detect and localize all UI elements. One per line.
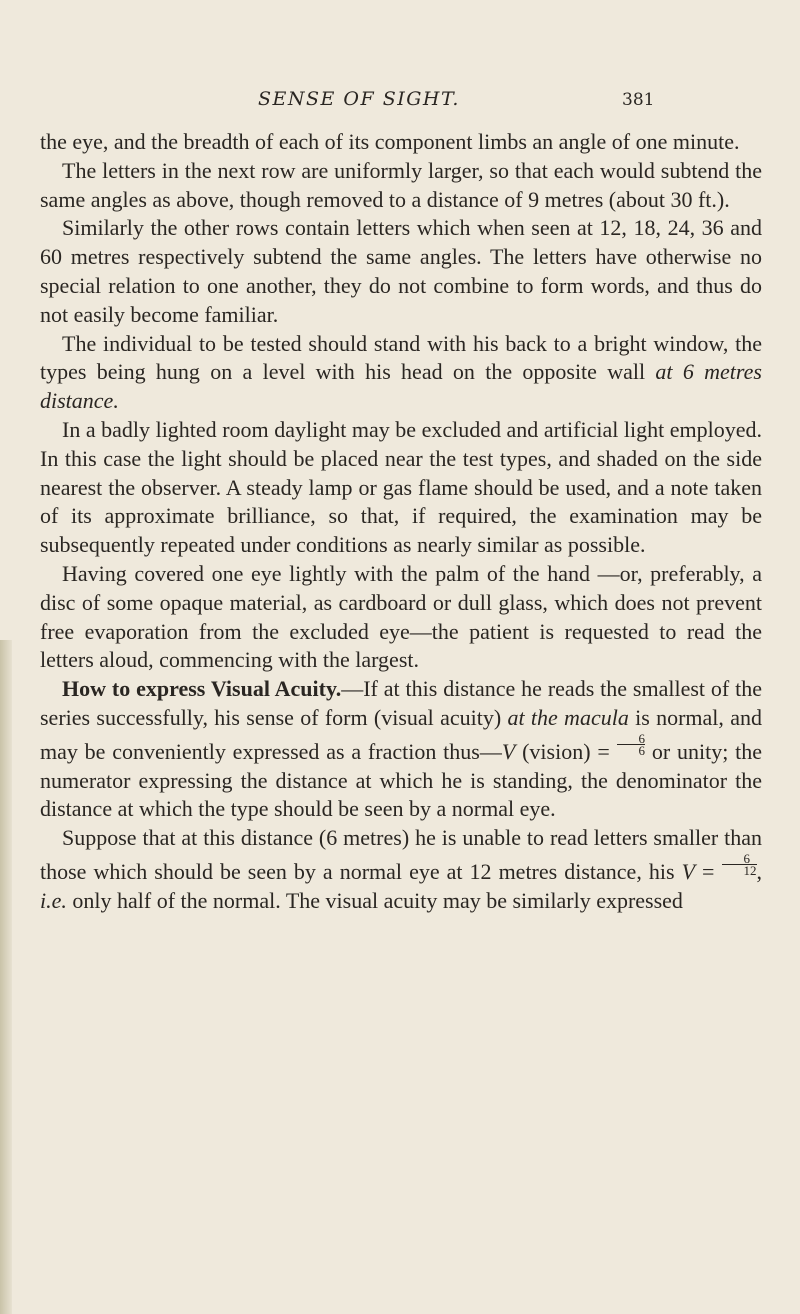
section-heading: How to express Visual Acuity. bbox=[62, 676, 342, 702]
paragraph-4 bbox=[40, 330, 762, 416]
fraction-six-sixths bbox=[617, 730, 646, 758]
fraction-denominator: 6 bbox=[617, 744, 646, 756]
page-number: 381 bbox=[622, 90, 655, 110]
paragraph-1: the eye, and the breadth of each of its component limbs an angle of one minute. bbox=[40, 129, 740, 154]
fraction-denominator: 12 bbox=[722, 864, 757, 876]
page-edge-shadow bbox=[0, 640, 12, 1314]
paragraph-5: In a badly lighted room daylight may be excluded and artificial light employed. In this case the light should be placed near the test types, and shaded on the side nearest the observer. A steady lamp or gas flame should be used, and a note taken of its approximate brilliance, so that, if required, the examination may be subsequently repeated under conditions as nearly similar as possible. bbox=[40, 416, 762, 558]
fraction-six-twelfths bbox=[722, 850, 757, 878]
body-text bbox=[40, 128, 762, 916]
paragraph-8-text-a: Suppose that at this distance (6 metres) he is unable to read letters smaller than those which should be seen by a normal eye at 12 metres distance, his bbox=[40, 825, 762, 884]
paragraph-6: Having covered one eye lightly with the palm of the hand —or, preferably, a disc of some opaque material, as cardboard or dull glass, which does not prevent free evaporation from the excluded eye—the patient is requested to read the letters aloud, commencing with the largest. bbox=[40, 560, 762, 673]
paragraph-7-text-a: —If at this distance he reads the smallest of the series successfully, his sense of form (visual acuity) bbox=[40, 676, 762, 730]
ie-abbreviation: i.e. bbox=[40, 887, 67, 913]
running-head: SENSE OF SIGHT. bbox=[258, 88, 460, 110]
equals-sign: = bbox=[695, 858, 722, 884]
paragraph-8 bbox=[40, 824, 762, 915]
paragraph-7-text-e: or unity; the numerator expressing the distance at which he is standing, the denominator the distance at which the type should be seen by a normal eye. bbox=[40, 738, 762, 822]
fraction-numerator: 6 bbox=[743, 850, 750, 866]
paragraph-2: The letters in the next row are uniformly larger, so that each would subtend the same angles as above, though removed to a distance of 9 metres (about 30 ft.). bbox=[40, 157, 762, 212]
paragraph-4-italic: at 6 metres distance. bbox=[40, 359, 762, 414]
paragraph-7 bbox=[40, 675, 762, 824]
paragraph-4-text: The individual to be tested should stand with his back to a bright window, the types being hung on a level with his head on the opposite wall bbox=[40, 330, 762, 385]
page-header bbox=[0, 88, 800, 118]
vision-symbol: V bbox=[501, 738, 516, 764]
vision-symbol: V bbox=[681, 858, 696, 884]
fraction-numerator: 6 bbox=[638, 730, 646, 746]
paragraph-7-text-d: (vision) = bbox=[515, 738, 617, 764]
paragraph-3: Similarly the other rows contain letters which when seen at 12, 18, 24, 36 and 60 metres respectively subtend the same angles. The letters have otherwise no special relation to one another, they do not combine to form words, and thus do not easily become familiar. bbox=[40, 215, 762, 327]
comma: , bbox=[756, 858, 762, 884]
paragraph-7-text-c: is normal, and may be conveniently expressed as a fraction thus— bbox=[40, 704, 762, 764]
paragraph-8-text-c: only half of the normal. The visual acuity may be similarly expressed bbox=[66, 887, 683, 913]
paragraph-7-italic: at the macula bbox=[507, 704, 629, 730]
